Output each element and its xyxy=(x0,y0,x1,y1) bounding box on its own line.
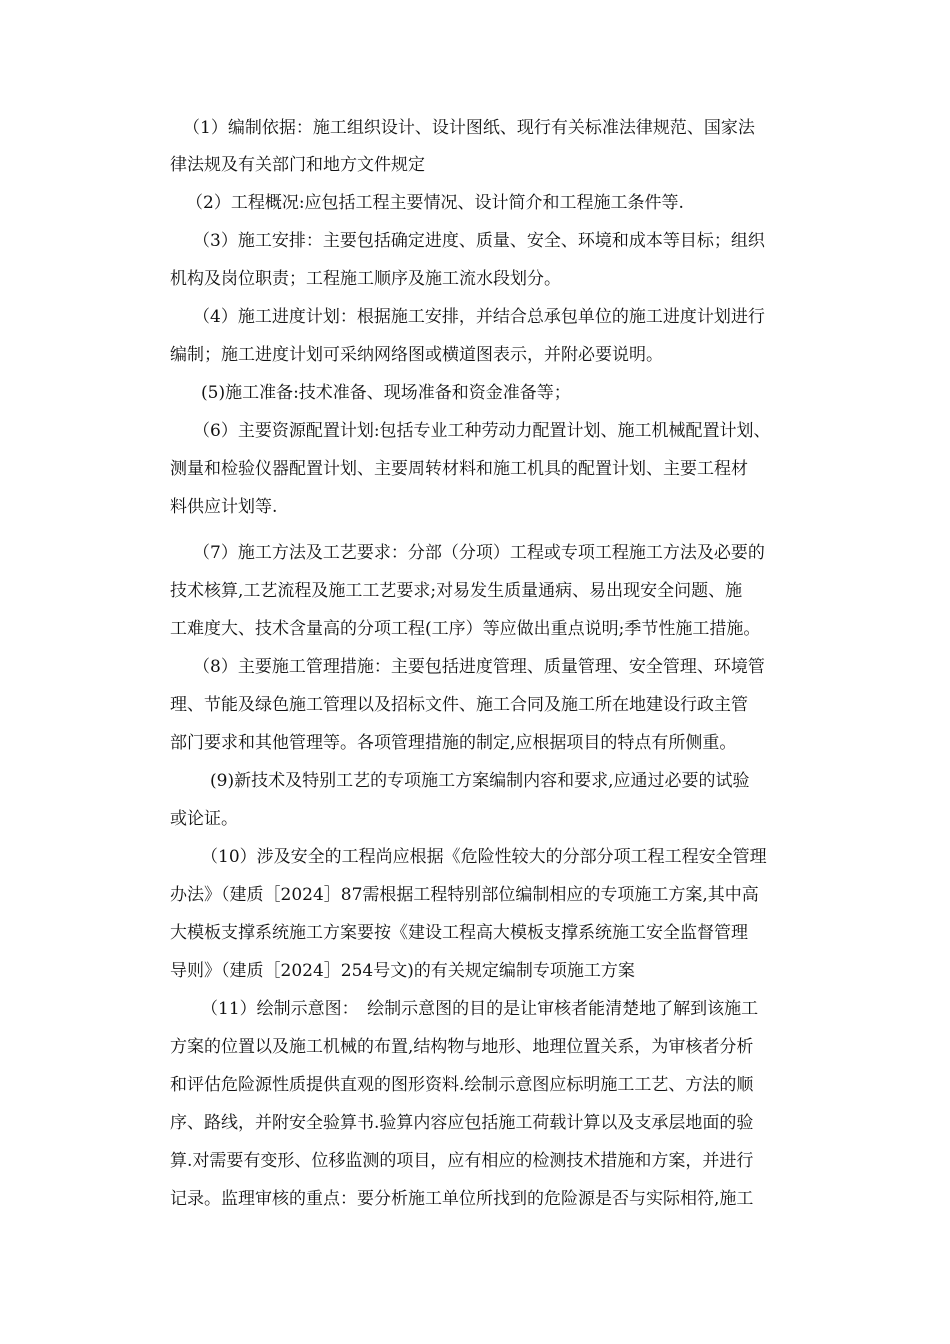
text-line: 算.对需要有变形、位移监测的项目，应有相应的检测技术措施和方案，并进行 xyxy=(170,1151,754,1171)
text-line: 记录。监理审核的重点：要分析施工单位所找到的危险源是否与实际相符,施工 xyxy=(170,1189,754,1209)
text-line: 律法规及有关部门和地方文件规定 xyxy=(170,155,425,175)
text-line: 机构及岗位职责；工程施工顺序及施工流水段划分。 xyxy=(170,269,561,289)
text-line: 部门要求和其他管理等。各项管理措施的制定,应根据项目的特点有所侧重。 xyxy=(170,733,737,753)
text-line: 办法》（建质［2024］87需根据工程特别部位编制相应的专项施工方案,其中高 xyxy=(170,885,759,905)
text-line: 测量和检验仪器配置计划、主要周转材料和施工机具的配置计划、主要工程材 xyxy=(170,459,748,479)
text-line: （10）涉及安全的工程尚应根据《危险性较大的分部分项工程工程安全管理 xyxy=(201,847,767,867)
text-line: (9)新技术及特别工艺的专项施工方案编制内容和要求,应通过必要的试验 xyxy=(210,771,750,791)
text-line: (5)施工准备:技术准备、现场准备和资金准备等； xyxy=(201,383,571,403)
text-line: 导则》（建质［2024］254号文)的有关规定编制专项施工方案 xyxy=(170,961,635,981)
text-line: （8）主要施工管理措施：主要包括进度管理、质量管理、安全管理、环境管 xyxy=(193,657,765,677)
text-line: 料供应计划等. xyxy=(170,497,278,517)
text-line: 方案的位置以及施工机械的布置,结构物与地形、地理位置关系，为审核者分析 xyxy=(170,1037,754,1057)
text-line: （1）编制依据：施工组织设计、设计图纸、现行有关标准法律规范、国家法 xyxy=(183,118,755,138)
text-line: 和评估危险源性质提供直观的图形资料.绘制示意图应标明施工工艺、方法的顺 xyxy=(170,1075,754,1095)
text-line: （11）绘制示意图： 绘制示意图的目的是让审核者能清楚地了解到该施工 xyxy=(201,999,759,1019)
text-line: 工难度大、技术含量高的分项工程(工序）等应做出重点说明;季节性施工措施。 xyxy=(170,619,761,639)
text-line: 或论证。 xyxy=(170,809,238,829)
text-line: （2）工程概况:应包括工程主要情况、设计简介和工程施工条件等. xyxy=(186,193,684,213)
text-line: （4）施工进度计划：根据施工安排，并结合总承包单位的施工进度计划进行 xyxy=(193,307,765,327)
text-line: 大模板支撑系统施工方案要按《建设工程高大模板支撑系统施工安全监督管理 xyxy=(170,923,748,943)
text-line: 序、路线，并附安全验算书.验算内容应包括施工荷载计算以及支承层地面的验 xyxy=(170,1113,754,1133)
text-line: （7）施工方法及工艺要求：分部（分项）工程或专项工程施工方法及必要的 xyxy=(193,543,765,563)
text-line: 技术核算,工艺流程及施工工艺要求;对易发生质量通病、易出现安全问题、施 xyxy=(170,581,743,601)
text-line: （6）主要资源配置计划:包括专业工种劳动力配置计划、施工机械配置计划、 xyxy=(193,421,771,441)
text-line: 理、节能及绿色施工管理以及招标文件、施工合同及施工所在地建设行政主管 xyxy=(170,695,748,715)
text-line: 编制；施工进度计划可采纳网络图或横道图表示，并附必要说明。 xyxy=(170,345,663,365)
text-line: （3）施工安排：主要包括确定进度、质量、安全、环境和成本等目标；组织 xyxy=(193,231,765,251)
